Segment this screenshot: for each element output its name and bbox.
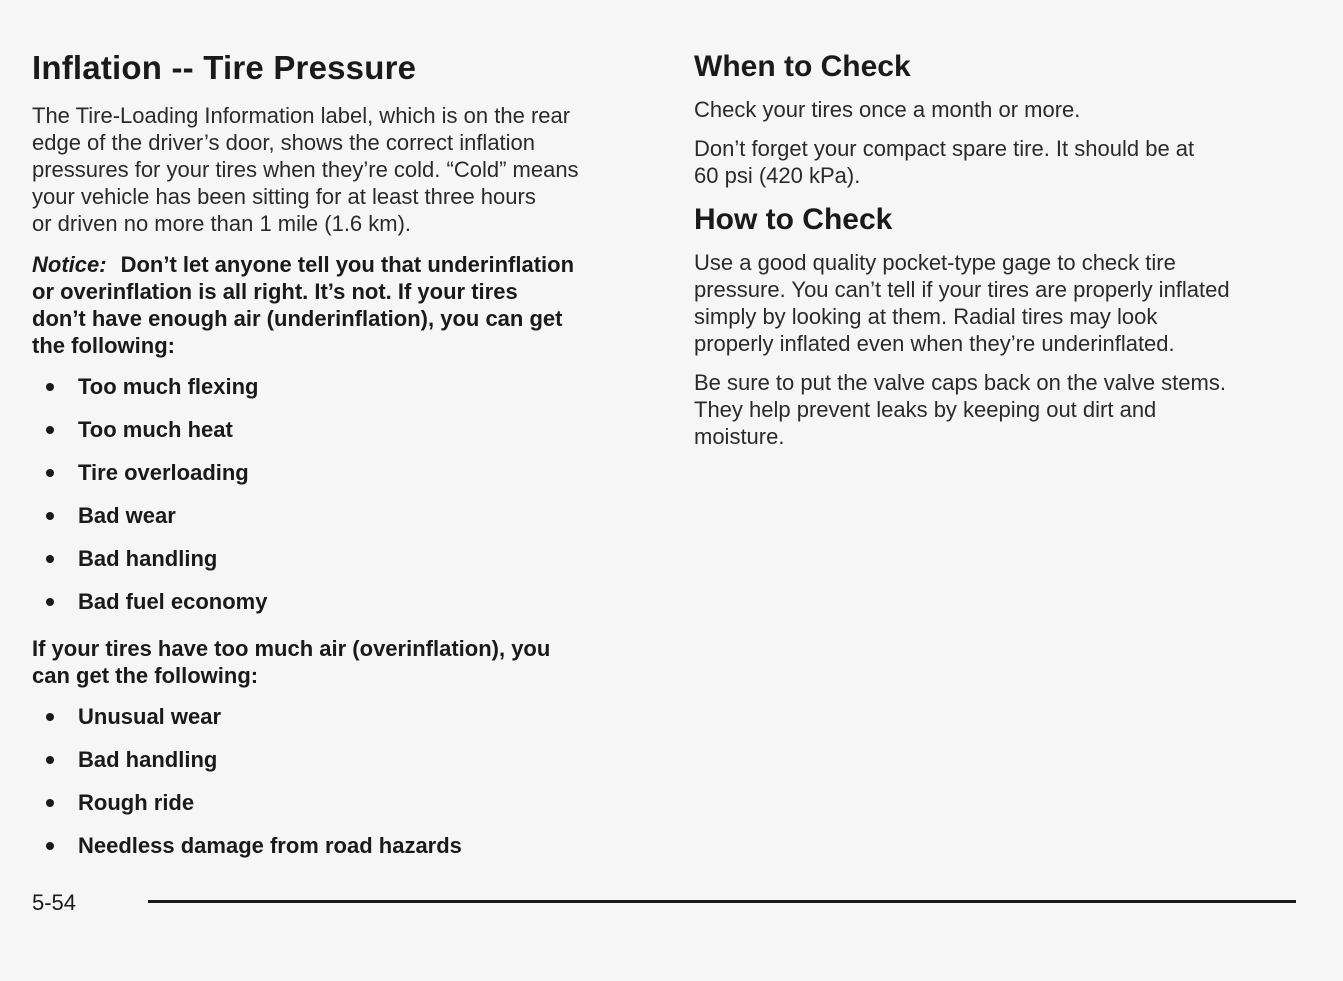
- list-item: [32, 494, 647, 537]
- bullet-icon: [46, 469, 54, 477]
- underinflation-list: [32, 365, 647, 623]
- overinflation-list: [32, 695, 647, 867]
- how-paragraph-2: [694, 369, 1304, 450]
- intro-line: or driven no more than 1 mile (1.6 km).: [32, 211, 412, 236]
- how-line: simply by looking at them. Radial tires may look: [694, 304, 1158, 329]
- how-paragraph-1: [694, 249, 1304, 357]
- list-item: [32, 451, 647, 494]
- how-line: pressure. You can’t tell if your tires are properly inflated: [694, 277, 1230, 302]
- bullet-icon: [46, 555, 54, 563]
- list-item-text: Too much heat: [78, 417, 233, 442]
- section-heading-how: How to Check: [694, 203, 893, 236]
- intro-line: The Tire-Loading Information label, which is on the rear: [32, 103, 571, 128]
- bullet-icon: [46, 842, 54, 850]
- page-number: 5-54: [32, 890, 77, 915]
- list-item-text: Bad wear: [78, 503, 176, 528]
- bullet-icon: [46, 598, 54, 606]
- when-line: Don’t forget your compact spare tire. It should be at: [694, 136, 1195, 161]
- list-item-text: Rough ride: [78, 790, 195, 815]
- bullet-icon: [46, 713, 54, 721]
- bullet-icon: [46, 426, 54, 434]
- when-line: 60 psi (420 kPa).: [694, 163, 861, 188]
- footer-rule: [148, 900, 1296, 903]
- list-item: [32, 824, 647, 867]
- list-item: [32, 408, 647, 451]
- list-item: [32, 695, 647, 738]
- intro-line: edge of the driver’s door, shows the correct inflation: [32, 130, 536, 155]
- notice-paragraph: [32, 251, 647, 359]
- how-line: properly inflated even when they’re underinflated.: [694, 331, 1175, 356]
- section-heading-inflation: Inflation -- Tire Pressure: [32, 49, 417, 86]
- overinflation-line: If your tires have too much air (overinflation), you: [32, 636, 551, 661]
- bullet-icon: [46, 383, 54, 391]
- left-column: [32, 48, 647, 867]
- bullet-icon: [46, 512, 54, 520]
- list-item: [32, 781, 647, 824]
- bullet-icon: [46, 799, 54, 807]
- list-item-text: Tire overloading: [78, 460, 249, 485]
- notice-line: don’t have enough air (underinflation), you can get: [32, 306, 563, 331]
- overinflation-paragraph: [32, 635, 647, 689]
- list-item-text: Bad handling: [78, 747, 218, 772]
- notice-line: the following:: [32, 333, 175, 358]
- right-column: [694, 48, 1304, 462]
- notice-line: Don’t let anyone tell you that underinflation: [120, 252, 575, 277]
- list-item-text: Bad handling: [78, 546, 218, 571]
- when-paragraph-1: Check your tires once a month or more.: [694, 97, 1081, 122]
- list-item-text: Too much flexing: [78, 374, 259, 399]
- intro-line: your vehicle has been sitting for at least three hours: [32, 184, 536, 209]
- intro-paragraph: [32, 102, 647, 237]
- notice-line: or overinflation is all right. It’s not. If your tires: [32, 279, 518, 304]
- how-line: moisture.: [694, 424, 785, 449]
- list-item-text: Bad fuel economy: [78, 589, 268, 614]
- how-line: They help prevent leaks by keeping out dirt and: [694, 397, 1157, 422]
- list-item-text: Needless damage from road hazards: [78, 833, 462, 858]
- when-paragraph-2: [694, 135, 1304, 189]
- section-heading-when: When to Check: [694, 50, 911, 83]
- notice-label: Notice:: [32, 252, 107, 277]
- how-line: Be sure to put the valve caps back on the valve stems.: [694, 370, 1226, 395]
- bullet-icon: [46, 756, 54, 764]
- overinflation-line: can get the following:: [32, 663, 259, 688]
- list-item: [32, 365, 647, 408]
- intro-line: pressures for your tires when they’re cold. “Cold” means: [32, 157, 579, 182]
- list-item: [32, 580, 647, 623]
- list-item-text: Unusual wear: [78, 704, 222, 729]
- how-line: Use a good quality pocket-type gage to check tire: [694, 250, 1176, 275]
- list-item: [32, 738, 647, 781]
- list-item: [32, 537, 647, 580]
